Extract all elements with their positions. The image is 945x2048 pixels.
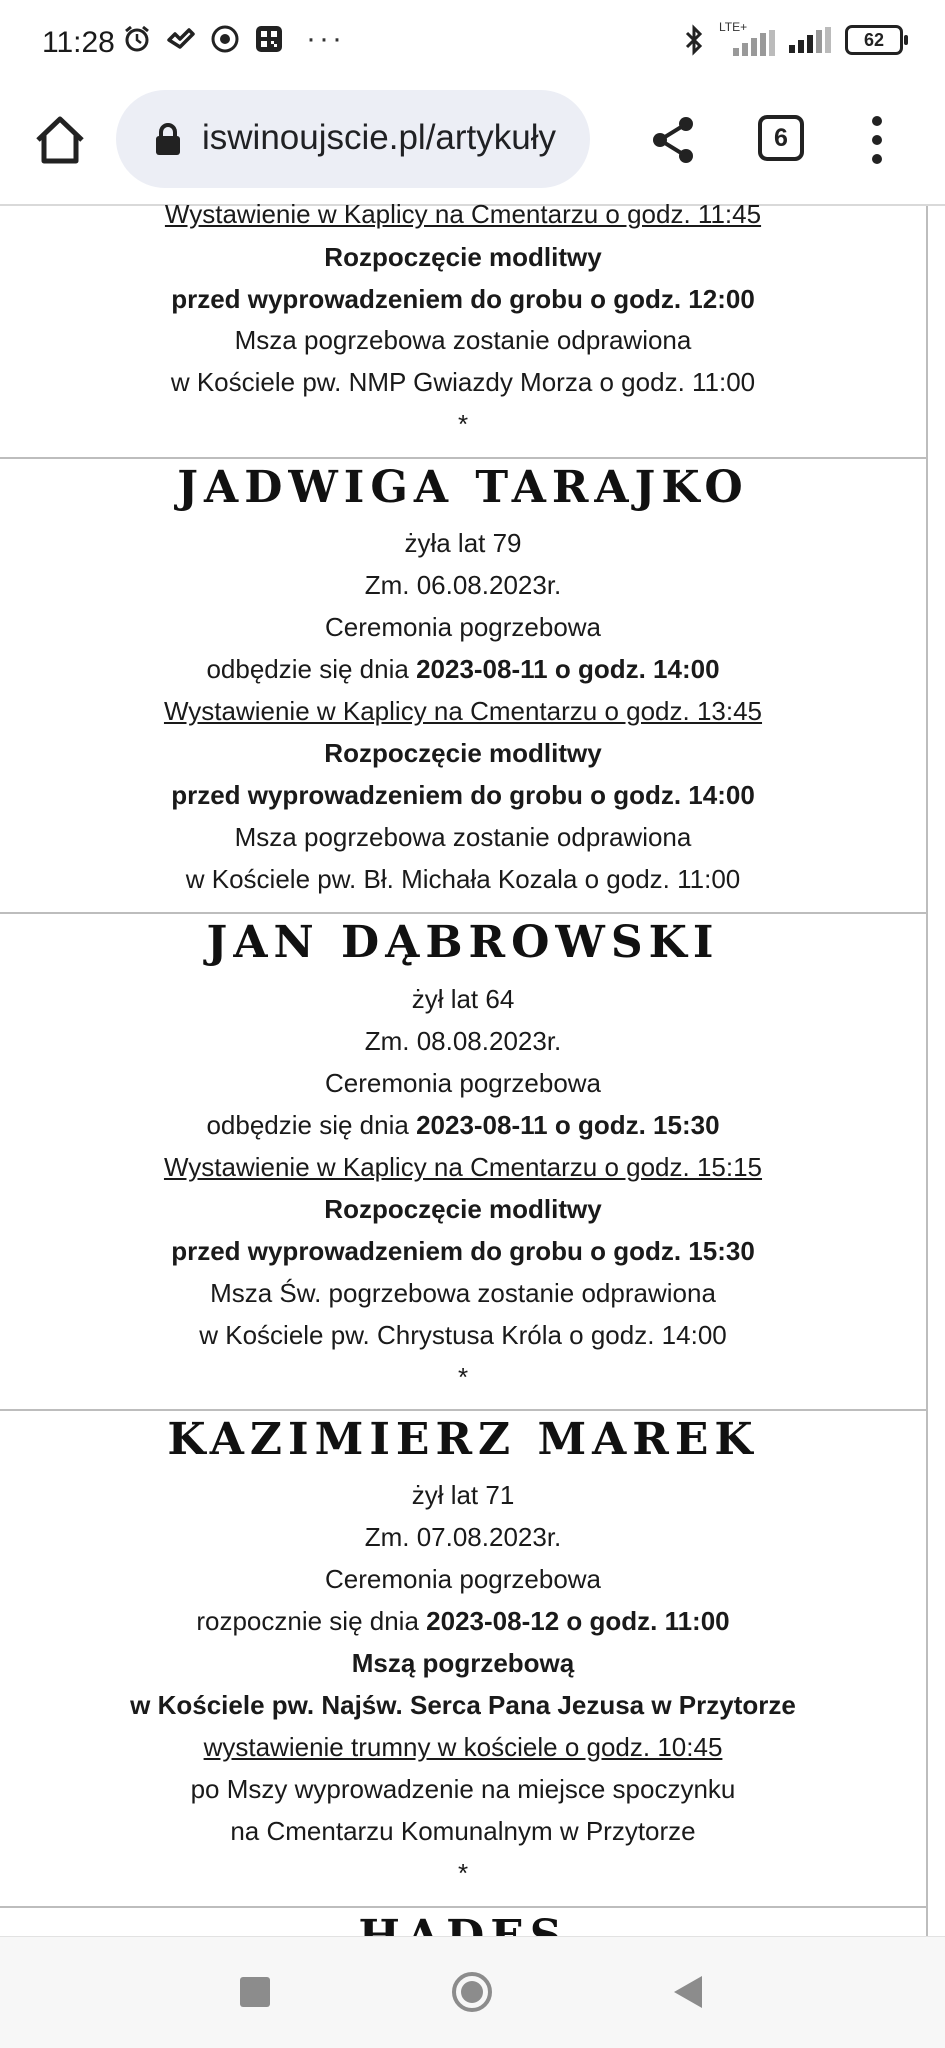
church-line: w Kościele pw. Chrystusa Króla o godz. 14:00 (199, 1320, 727, 1350)
ceremony-date: 2023-08-12 o godz. 11:00 (426, 1606, 730, 1636)
separator (0, 1906, 926, 1908)
home-circle-icon[interactable] (450, 1970, 494, 2014)
ceremony-date-line (0, 1604, 926, 1638)
signal-icon (719, 20, 775, 56)
church-line: w Kościele pw. Bł. Michała Kozala o godz. 11:00 (185, 864, 741, 894)
separator (0, 912, 926, 914)
deceased-name: JADWIGA TARAJKO (177, 462, 749, 513)
burial-line: przed wyprowadzeniem do grobu o godz. 14:00 (171, 780, 755, 810)
network-type-label: LTE+ (719, 20, 748, 34)
church-line: w Kościele pw. Najśw. Serca Pana Jezusa w Przytorze (130, 1690, 796, 1720)
chrome-icon (210, 24, 240, 54)
status-time: 11:28 (42, 26, 115, 59)
tabs-icon[interactable]: 6 (758, 115, 804, 161)
partial-asterisk: * (457, 409, 469, 439)
ceremony-date: 2023-08-11 o godz. 15:30 (416, 1110, 720, 1140)
ceremony-line: Ceremonia pogrzebowa (324, 612, 602, 642)
system-icons (683, 20, 903, 56)
burial-line: przed wyprowadzeniem do grobu o godz. 15:30 (171, 1236, 755, 1266)
mass-line: Mszą pogrzebową (351, 1648, 575, 1678)
date-prefix: odbędzie się dnia (206, 1110, 417, 1140)
qr-app-icon (254, 24, 284, 54)
prayer-line: Rozpoczęcie modlitwy (324, 1194, 602, 1224)
age-line: żył lat 71 (411, 1480, 515, 1510)
separator (0, 457, 926, 459)
age-line: żyła lat 79 (404, 528, 522, 558)
share-icon[interactable] (646, 112, 702, 168)
home-icon[interactable] (30, 110, 90, 170)
partial-burial-line: przed wyprowadzeniem do grobu o godz. 12:00 (171, 284, 755, 314)
signal-icon-2 (789, 27, 831, 53)
procession-line: po Mszy wyprowadzenie na miejsce spoczynku (190, 1774, 736, 1804)
ceremony-date-line (0, 1108, 926, 1142)
cemetery-line: na Cmentarzu Komunalnym w Przytorze (230, 1816, 696, 1846)
system-nav-bar (0, 1936, 945, 2048)
more-notifications-icon: ··· (306, 22, 345, 55)
age-line: żył lat 64 (411, 984, 515, 1014)
date-prefix: odbędzie się dnia (206, 654, 417, 684)
viewing-link[interactable]: wystawienie trumny w kościele o godz. 10:45 (203, 1732, 723, 1762)
health-icon (166, 24, 196, 54)
back-icon[interactable] (670, 1974, 704, 2010)
lock-icon[interactable] (154, 122, 182, 156)
viewing-link[interactable]: Wystawienie w Kaplicy na Cmentarzu o godz. 15:15 (163, 1152, 763, 1182)
url-text[interactable]: iswinoujscie.pl/artykuły (202, 118, 557, 157)
notification-icons (122, 24, 345, 54)
ceremony-line: Ceremonia pogrzebowa (324, 1564, 602, 1594)
partial-mass-line: Msza pogrzebowa zostanie odprawiona (234, 325, 692, 355)
ceremony-date-line (0, 652, 926, 686)
death-date-line: Zm. 06.08.2023r. (364, 570, 562, 600)
status-bar (0, 0, 945, 86)
deceased-name: KAZIMIERZ MAREK (167, 1414, 759, 1465)
battery-icon: 62 (845, 25, 903, 55)
browser-toolbar (0, 86, 945, 206)
ceremony-line: Ceremonia pogrzebowa (324, 1068, 602, 1098)
viewing-link[interactable]: Wystawienie w Kaplicy na Cmentarzu o godz. 13:45 (163, 696, 763, 726)
ceremony-date: 2023-08-11 o godz. 14:00 (416, 654, 720, 684)
partial-viewing-link[interactable]: Wystawienie w Kaplicy na Cmentarzu o godz. 11:45 (164, 199, 762, 229)
mass-line: Msza Św. pogrzebowa zostanie odprawiona (210, 1278, 716, 1308)
asterisk: * (457, 1858, 469, 1888)
separator (0, 1409, 926, 1411)
prayer-line: Rozpoczęcie modlitwy (324, 738, 602, 768)
death-date-line: Zm. 07.08.2023r. (364, 1522, 562, 1552)
date-prefix: rozpocznie się dnia (196, 1606, 427, 1636)
alarm-icon (122, 24, 152, 54)
address-bar[interactable] (116, 90, 590, 188)
deceased-name: JAN DĄBROWSKI (206, 917, 720, 968)
asterisk: * (457, 1362, 469, 1392)
partial-church-line: w Kościele pw. NMP Gwiazdy Morza o godz. 11:00 (170, 367, 756, 397)
page-content (0, 199, 928, 1936)
more-menu-icon[interactable] (862, 114, 892, 166)
bluetooth-icon (683, 24, 705, 56)
mass-line: Msza pogrzebowa zostanie odprawiona (234, 822, 692, 852)
death-date-line: Zm. 08.08.2023r. (364, 1026, 562, 1056)
partial-prayer-line: Rozpoczęcie modlitwy (324, 242, 602, 272)
recents-icon[interactable] (240, 1977, 270, 2007)
content-border (926, 206, 928, 1936)
